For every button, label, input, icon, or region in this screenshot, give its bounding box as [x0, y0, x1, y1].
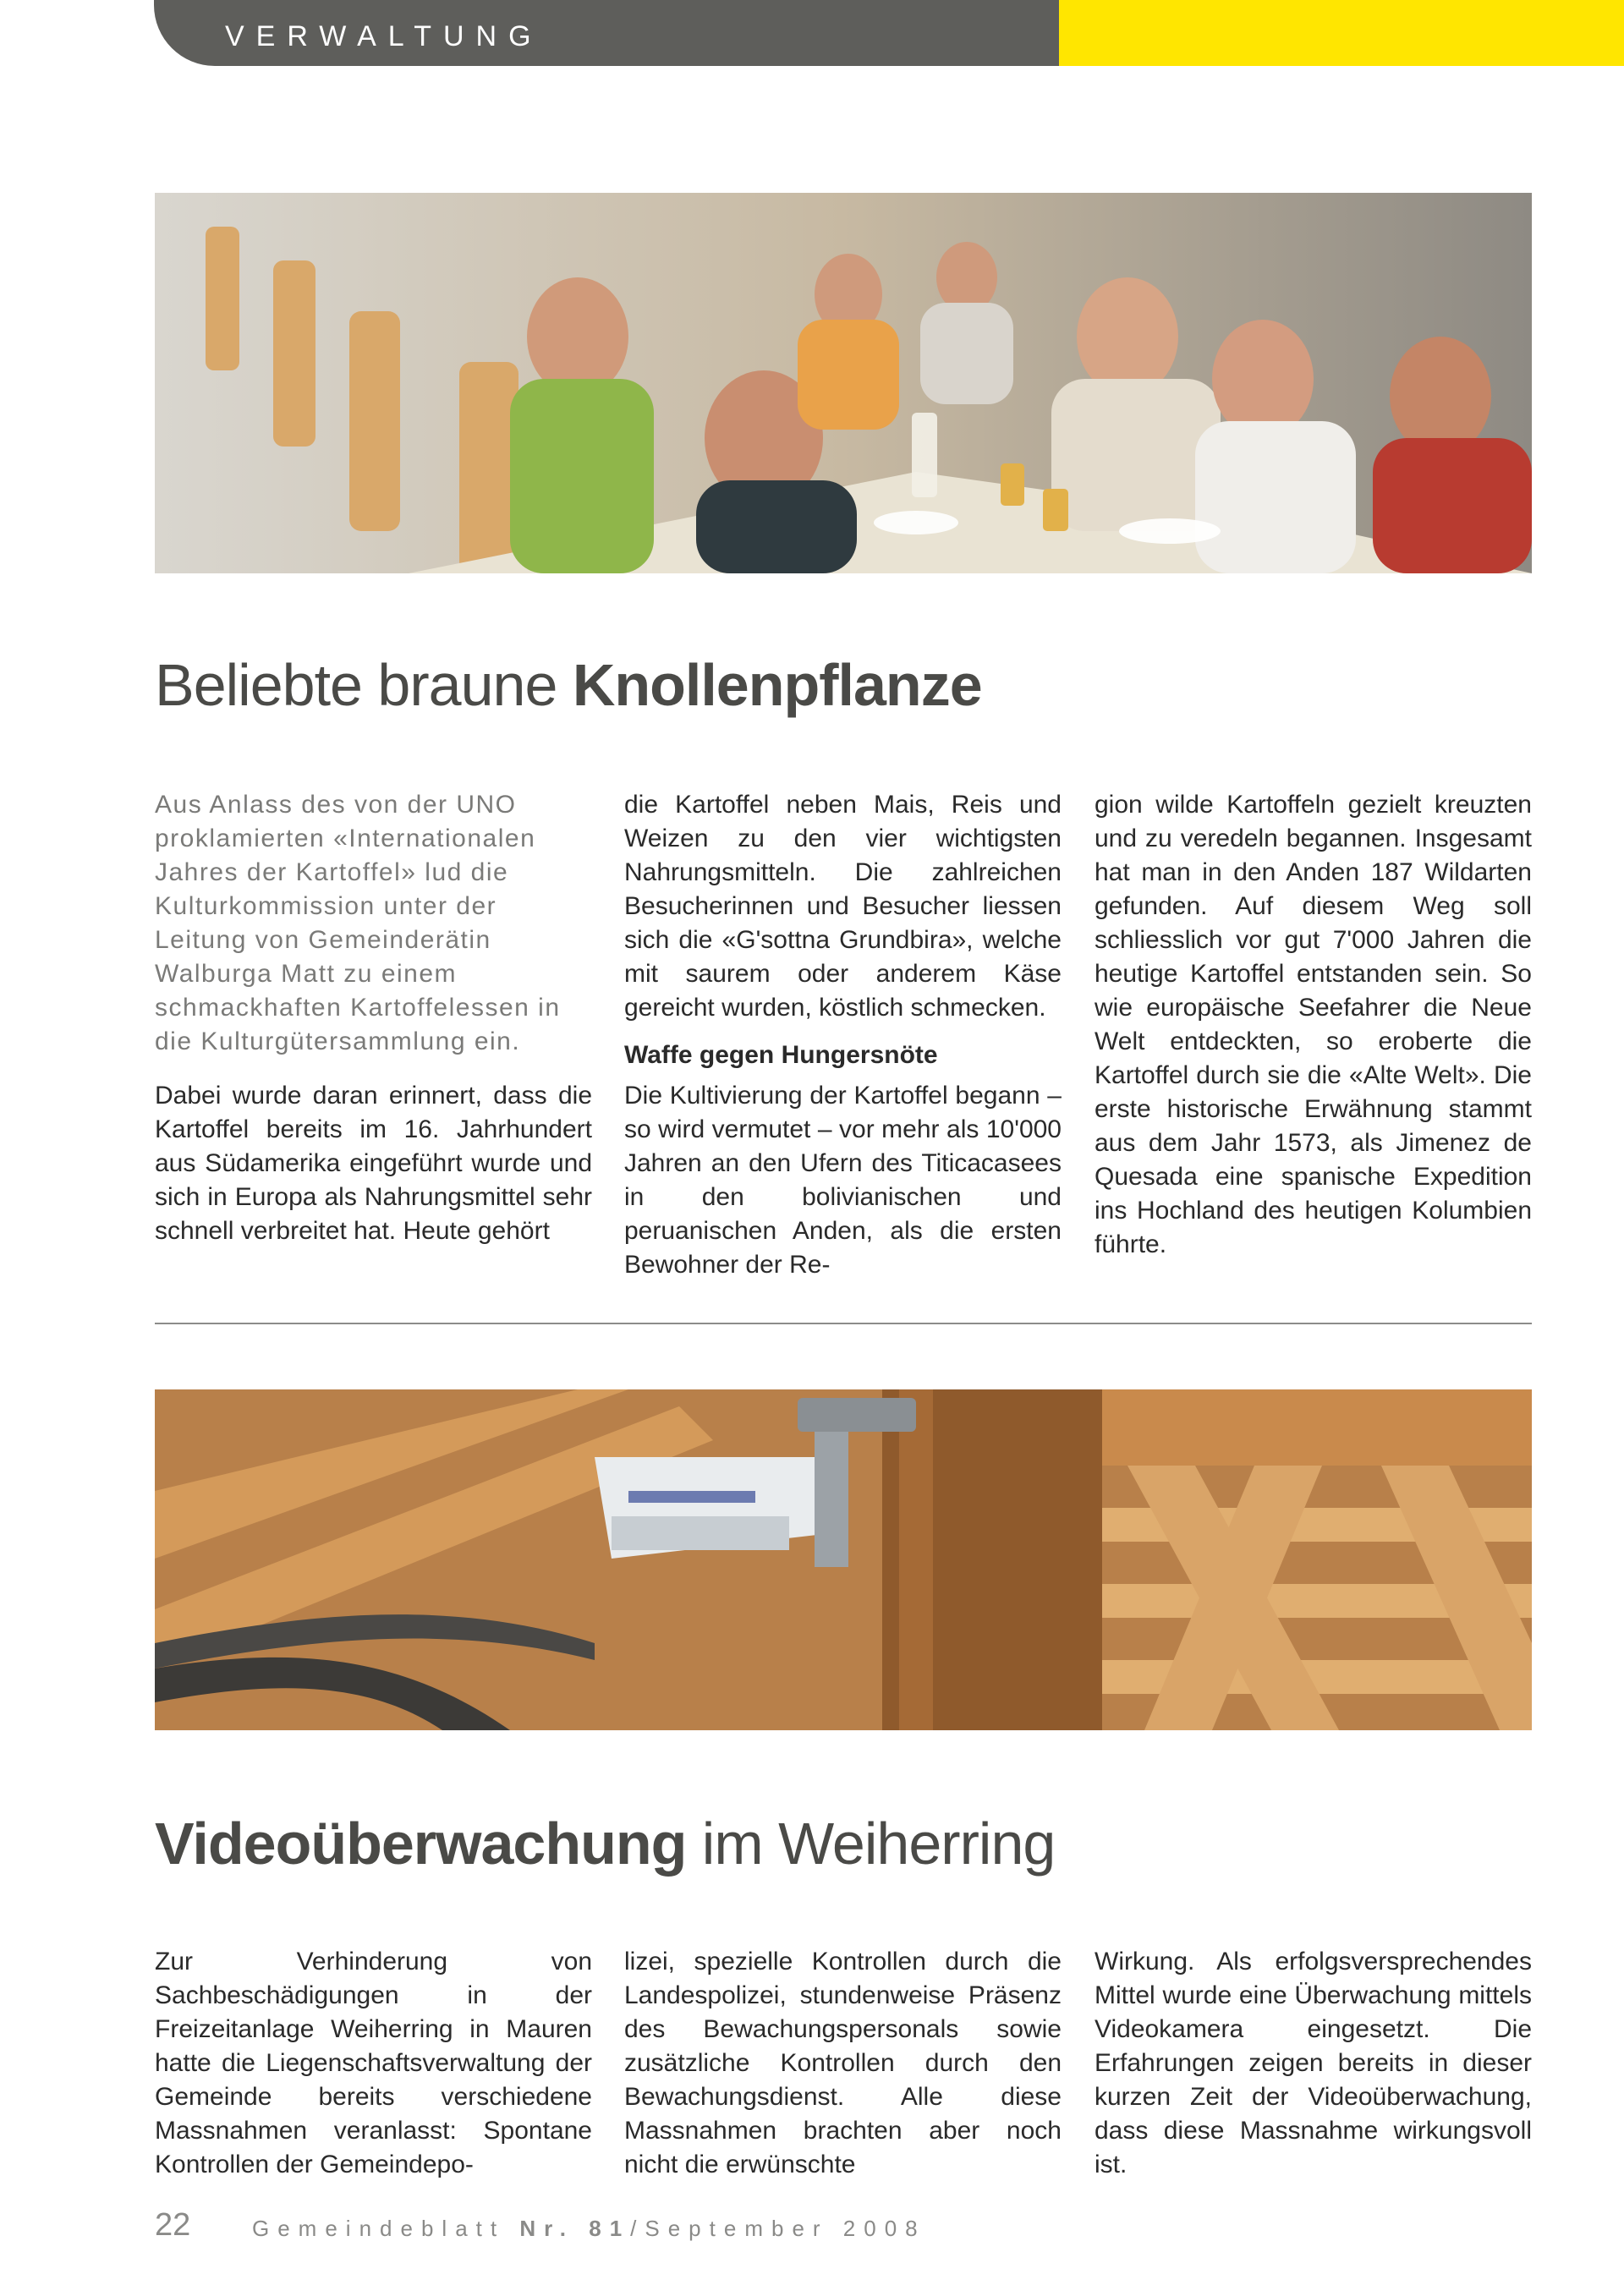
headline-bold-part: Knollenpflanze — [572, 652, 982, 718]
article-1-paragraph: gion wilde Kartoffeln gezielt kreuzten und zu veredeln begannen. Insgesamt hat man in den Anden 187 Wildarten gefunden. Auf diesem Weg soll schliesslich vor gut 7'000 Jahren die heutige Kartoffel entstanden sein. So wie europäische Seefahrer die Neue Welt entdeckten, so eroberte die Kartoffel durch sie die «Alte Welt». Die erste historische Erwähnung stammt aus dem Jahr 1573, als Jimenez de Quesada eine spanische Expedition ins Hochland des heutigen Kolumbien führte. — [1095, 791, 1532, 1258]
article-2-column-3 — [1095, 1945, 1532, 2182]
article-1-paragraph: Die Kultivierung der Kartoffel begann – so wird vermutet – vor mehr als 10'000 Jahren an den Ufern des Titicacasees in den bolivianischen und peruanischen Anden, als die ersten Bewohner der Re- — [624, 1082, 1062, 1279]
header-accent-bar — [1059, 0, 1624, 66]
article-2-paragraph: Zur Verhinderung von Sachbeschädigungen in der Freizeitanlage Weiherring in Mauren hatte die Liegenschaftsverwaltung der Gemeinde bereits verschiedene Massnahmen veranlasst: Spontane Kontrollen der Gemeindepo- — [155, 1948, 592, 2178]
article-1-column-3 — [1095, 788, 1532, 1262]
article-2-paragraph: lizei, spezielle Kontrollen durch die Landespolizei, stundenweise Präsenz des Bewachungspersonals sowie zusätzliche Kontrollen durch den Bewachungsdienst. Alle diese Massnahmen brachten aber noch nicht die erwünschte — [624, 1948, 1062, 2178]
article-1-paragraph: Dabei wurde daran erinnert, dass die Kartoffel bereits im 16. Jahrhundert aus Südamerika eingeführt wurde und sich in Europa als Nahrungsmittel sehr schnell verbreitet hat. Heute gehört — [155, 1082, 592, 1245]
article-2-column-2 — [624, 1945, 1062, 2182]
issue-number: Nr. 81 — [519, 2216, 631, 2241]
article-1-column-2 — [624, 788, 1062, 1282]
headline-bold-part: Videoüberwachung — [155, 1811, 687, 1877]
article-1-column-1 — [155, 788, 592, 1248]
article-1-subheading: Waffe gegen Hungersnöte — [624, 1041, 938, 1069]
section-header-bar — [154, 0, 1059, 66]
issue-date: /September 2008 — [630, 2216, 926, 2241]
article-1-intro: Aus Anlass des von der UNO proklamierten «Internationalen Jahres der Kartoffel» lud die Kulturkommission unter der Leitung von Gemeinderätin Walburga Matt zu einem schmackhaften Kartoffelessen in die Kulturgütersammlung ein. — [155, 791, 561, 1055]
article-2-headline — [155, 1810, 1055, 1877]
people-dining-photo — [155, 193, 1532, 573]
section-label: VERWALTUNG — [225, 20, 543, 52]
publication-footer — [252, 2216, 926, 2242]
surveillance-camera-photo — [155, 1389, 1532, 1730]
headline-regular-part: im Weiherring — [686, 1811, 1056, 1877]
publication-name: Gemeindeblatt — [252, 2216, 520, 2241]
section-divider — [155, 1323, 1532, 1324]
article-2-column-1 — [155, 1945, 592, 2182]
headline-regular-part: Beliebte braune — [155, 652, 573, 718]
article-1-headline — [155, 651, 982, 719]
article-1-paragraph: die Kartoffel neben Mais, Reis und Weizen zu den vier wichtigsten Nahrungsmitteln. Die zahlreichen Besucherinnen und Besucher liessen sich die «G'sottna Grundbira», welche mit saurem oder anderem Käse gereicht wurden, köstlich schmecken. — [624, 791, 1062, 1022]
article-2-paragraph: Wirkung. Als erfolgsversprechendes Mittel wurde eine Überwachung mittels Videokamera eingesetzt. Die Erfahrungen zeigen bereits in dieser kurzen Zeit der Videoüberwachung, dass diese Massnahme wirkungsvoll ist. — [1095, 1948, 1532, 2178]
page-number: 22 — [155, 2207, 191, 2243]
